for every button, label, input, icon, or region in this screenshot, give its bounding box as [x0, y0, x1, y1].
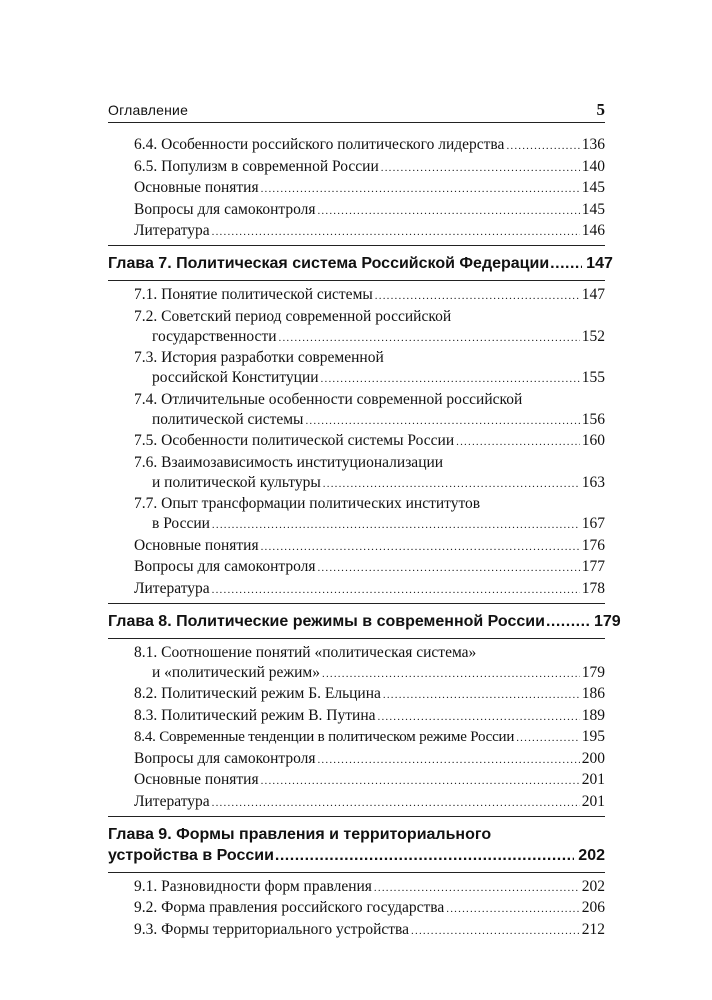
toc-entry-page: 186 — [581, 685, 605, 702]
dot-leader — [375, 286, 580, 306]
toc-entry-page: 202 — [581, 877, 605, 895]
toc-entry-text: 7.2. Советский период современной российской — [134, 307, 452, 325]
toc-entry-text: Литература — [134, 579, 210, 597]
toc-entry-page: 156 — [581, 410, 605, 428]
toc-entry-text: 7.3. История разработки современной — [134, 349, 384, 366]
toc-entry[interactable] — [108, 285, 605, 306]
toc-entry-text: Основные понятия — [134, 536, 259, 554]
toc-entry[interactable] — [108, 348, 605, 389]
dot-leader — [321, 369, 580, 389]
toc-entry-text: 7.6. Взаимозависимость институционализации — [134, 453, 444, 471]
toc-entry-text: 8.3. Политический режим В. Путина — [134, 706, 376, 724]
toc-entry-page: 200 — [581, 749, 605, 767]
toc-entry-page: 201 — [581, 771, 605, 788]
dot-leader — [546, 611, 590, 632]
dot-leader — [317, 558, 579, 578]
dot-leader — [317, 201, 579, 221]
chapter-page: 147 — [586, 255, 613, 272]
toc-entry[interactable] — [108, 494, 605, 535]
dot-leader — [261, 179, 580, 199]
toc-entry-text: 9.3. Формы территориального устройства — [134, 920, 410, 938]
page-number: 5 — [596, 100, 605, 119]
chapter-title: Глава 8. Политические режимы в современной России — [108, 612, 545, 630]
toc-entry[interactable] — [108, 536, 605, 557]
dot-leader — [381, 158, 580, 178]
toc-entry-page: 176 — [581, 536, 605, 554]
toc-entry-text: 6.4. Особенности российского политического лидерства — [134, 136, 505, 153]
dot-leader — [323, 474, 580, 494]
dot-leader — [446, 899, 579, 919]
toc-entry-text: Вопросы для самоконтроля — [134, 200, 316, 218]
toc-entry[interactable] — [108, 898, 605, 919]
dot-leader — [261, 537, 580, 557]
toc-entry-text: и политической культуры — [152, 473, 321, 491]
toc-entry-text: политической системы — [152, 410, 304, 428]
toc-entry[interactable] — [108, 135, 605, 156]
toc-entry[interactable] — [108, 643, 605, 684]
toc-entry[interactable] — [108, 307, 605, 348]
toc-entry-page: 160 — [581, 432, 605, 449]
chapter-title: Глава 9. Формы правления и территориального — [108, 825, 492, 843]
toc-entry-page: 145 — [581, 179, 605, 196]
dot-leader — [383, 685, 580, 705]
toc-entry[interactable] — [108, 770, 605, 791]
toc-entry-page: 179 — [581, 663, 605, 681]
toc-entry-page: 189 — [581, 706, 605, 724]
toc-entry[interactable] — [108, 920, 605, 941]
toc-entry-page: 140 — [581, 157, 605, 175]
chapter-title: устройства в России — [108, 846, 274, 864]
toc-entry[interactable] — [108, 221, 605, 242]
toc-entry-text: 7.7. Опыт трансформации политических институтов — [134, 495, 481, 512]
toc-entry-text: 7.5. Особенности политической системы России — [134, 432, 455, 449]
toc-entry-page: 177 — [581, 558, 605, 575]
toc-entry-page: 212 — [581, 920, 605, 938]
dot-leader — [322, 664, 580, 684]
chapter-heading[interactable] — [108, 245, 613, 281]
toc-entry[interactable] — [108, 453, 605, 494]
toc-entry[interactable] — [108, 727, 605, 748]
chapter-page: 202 — [578, 846, 605, 864]
toc-entry-text: 9.2. Форма правления российского государства — [134, 899, 445, 916]
toc-entry-text: 7.4. Отличительные особенности современной российской — [134, 390, 523, 408]
toc-entry-text: Литература — [134, 222, 210, 239]
toc-entry[interactable] — [108, 390, 605, 431]
toc-entry[interactable] — [108, 706, 605, 727]
toc-entry[interactable] — [108, 178, 605, 199]
toc-entry[interactable] — [108, 792, 605, 813]
toc-entry[interactable] — [108, 157, 605, 178]
toc-entry-text: Литература — [134, 792, 210, 810]
toc-entry-text: 7.1. Понятие политической системы — [134, 286, 373, 303]
dot-leader — [317, 750, 579, 770]
toc-entry[interactable] — [108, 200, 605, 221]
toc-entry-text: Основные понятия — [134, 771, 259, 788]
toc-entry-text: Вопросы для самоконтроля — [134, 749, 316, 767]
chapter-heading[interactable] — [108, 816, 605, 873]
chapter-title: Глава 7. Политическая система Российской Федерации — [108, 255, 550, 272]
dot-leader — [374, 878, 580, 898]
dot-leader — [279, 328, 580, 348]
toc-entry-page: 163 — [581, 473, 605, 491]
toc-entry-page: 178 — [581, 579, 605, 597]
toc-entry-text: и «политический режим» — [152, 663, 320, 681]
toc-entry[interactable] — [108, 877, 605, 898]
toc-entry-page: 155 — [581, 369, 605, 386]
toc-entry-page: 167 — [581, 515, 605, 532]
dot-leader — [506, 136, 579, 156]
dot-leader — [378, 707, 580, 727]
dot-leader — [212, 515, 580, 535]
toc-entry-page: 195 — [581, 728, 605, 745]
toc-entry-page: 206 — [581, 899, 605, 916]
toc-entry-text: государственности — [152, 327, 277, 345]
dot-leader — [212, 793, 580, 813]
toc-entry[interactable] — [108, 431, 605, 452]
dot-leader — [305, 411, 579, 431]
toc-entry-page: 147 — [581, 286, 605, 303]
toc-entry-text: 8.4. Современные тенденции в политическом режиме России — [134, 729, 515, 745]
dot-leader — [212, 580, 580, 600]
toc-entry[interactable] — [108, 579, 605, 600]
running-header — [108, 100, 605, 123]
toc-entry-page: 145 — [581, 200, 605, 218]
toc-entry-text: 8.2. Политический режим Б. Ельцина — [134, 685, 381, 702]
toc-entry-page: 201 — [581, 792, 605, 810]
dot-leader — [550, 253, 582, 274]
toc-entry-text: в России — [152, 515, 210, 532]
dot-leader — [261, 771, 580, 791]
toc-entry[interactable] — [108, 557, 605, 578]
toc-entry-text: 9.1. Разновидности форм правления — [134, 877, 372, 895]
toc-entry[interactable] — [108, 684, 605, 705]
toc-entry-page: 152 — [581, 327, 605, 345]
toc-entry-text: 8.1. Соотношение понятий «политическая система» — [134, 643, 477, 661]
running-header-title: Оглавление — [108, 102, 189, 118]
toc-entry-text: российской Конституции — [152, 369, 319, 386]
chapter-page: 179 — [593, 612, 621, 630]
toc-entry-text: Основные понятия — [134, 179, 259, 196]
dot-leader — [411, 921, 580, 941]
chapter-heading[interactable] — [108, 603, 621, 639]
toc-entry-text: Вопросы для самоконтроля — [134, 558, 316, 575]
toc-entry-page: 136 — [581, 136, 605, 153]
dot-leader — [212, 222, 580, 242]
toc-entry-page: 146 — [581, 222, 605, 239]
toc-entry-text: 6.5. Популизм в современной России — [134, 157, 379, 175]
dot-leader — [275, 845, 574, 866]
dot-leader — [456, 432, 580, 452]
toc-entry[interactable] — [108, 749, 605, 770]
dot-leader — [516, 728, 580, 748]
table-of-contents — [108, 135, 621, 941]
